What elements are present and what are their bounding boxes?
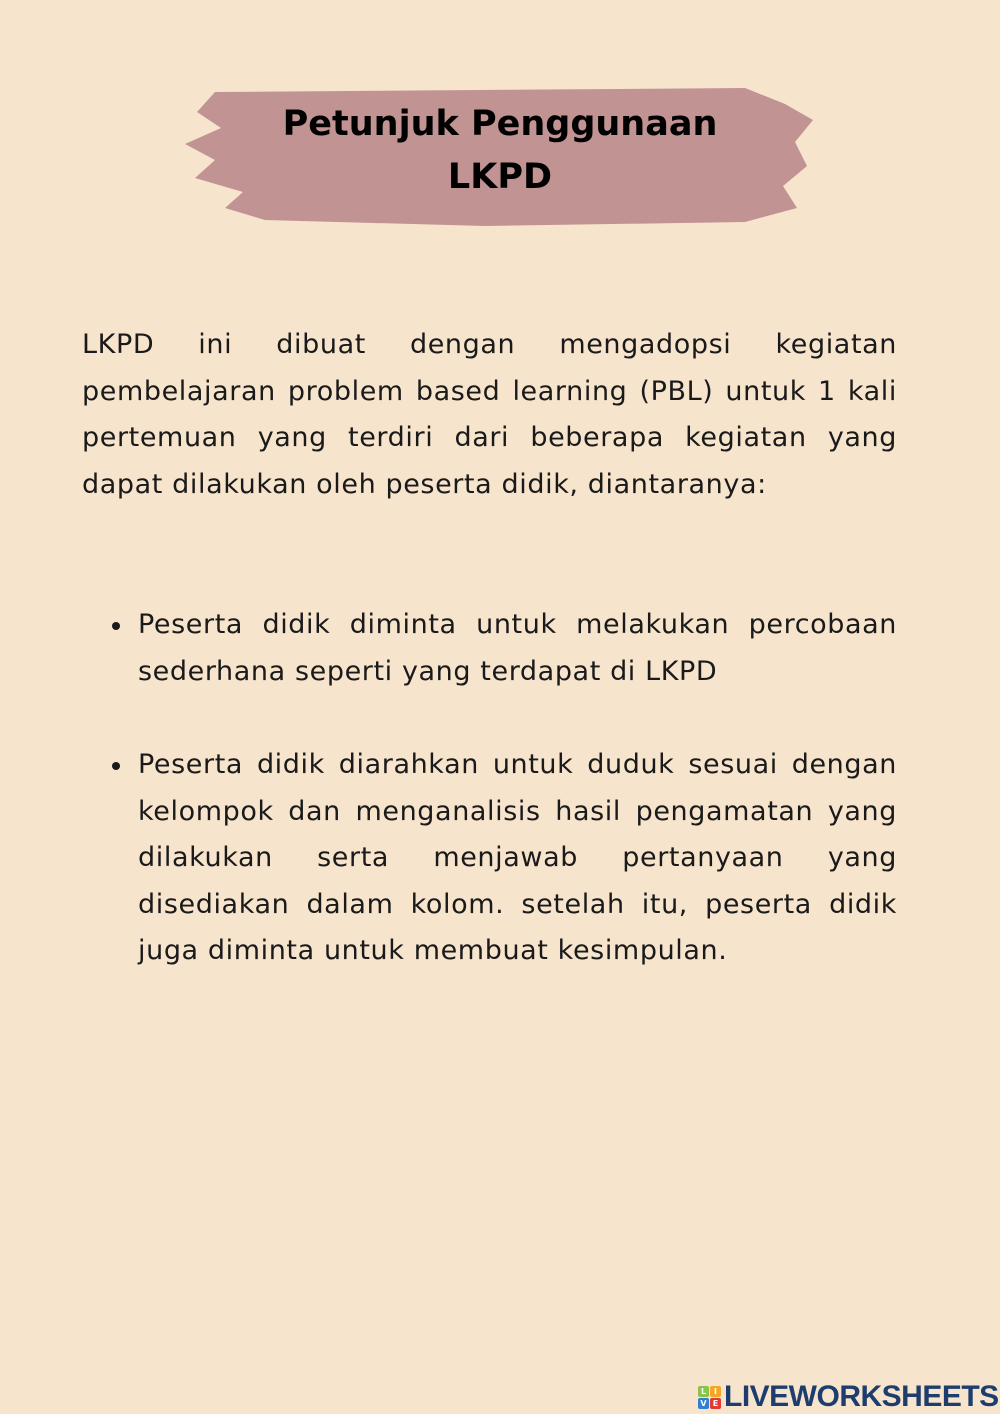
logo-cube: E (710, 1398, 721, 1409)
list-item (82, 602, 897, 695)
logo-cubes-icon (698, 1386, 721, 1409)
liveworksheets-logo (698, 1380, 999, 1414)
list-item-text: Peserta didik diminta untuk melakukan percobaan sederhana seperti yang terdapat di LKPD (138, 609, 897, 687)
bullet-icon (112, 622, 120, 630)
title-line-2: LKPD (447, 157, 553, 197)
title-line-1: Petunjuk Penggunaan (282, 104, 718, 144)
intro-paragraph: LKPD ini dibuat dengan mengadopsi kegiatan pembelajaran problem based learning (PBL) untuk 1 kali pertemuan yang terdiri dari beberapa kegiatan yang dapat dilakukan oleh peserta didik, diantaranya: (82, 329, 897, 500)
page-title (185, 98, 815, 204)
instruction-list (82, 602, 897, 1022)
logo-cube: V (698, 1398, 709, 1409)
logo-cube: L (698, 1386, 709, 1397)
list-item-text: Peserta didik diarahkan untuk duduk sesuai dengan kelompok dan menganalisis hasil pengamatan yang dilakukan serta menjawab pertanyaan yang disediakan dalam kolom. setelah itu, peserta didik juga diminta untuk membuat kesimpulan. (138, 749, 897, 966)
list-item (82, 742, 897, 975)
bullet-icon (112, 762, 120, 770)
logo-text: LIVEWORKSHEETS (724, 1380, 999, 1413)
logo-cube: I (710, 1386, 721, 1397)
